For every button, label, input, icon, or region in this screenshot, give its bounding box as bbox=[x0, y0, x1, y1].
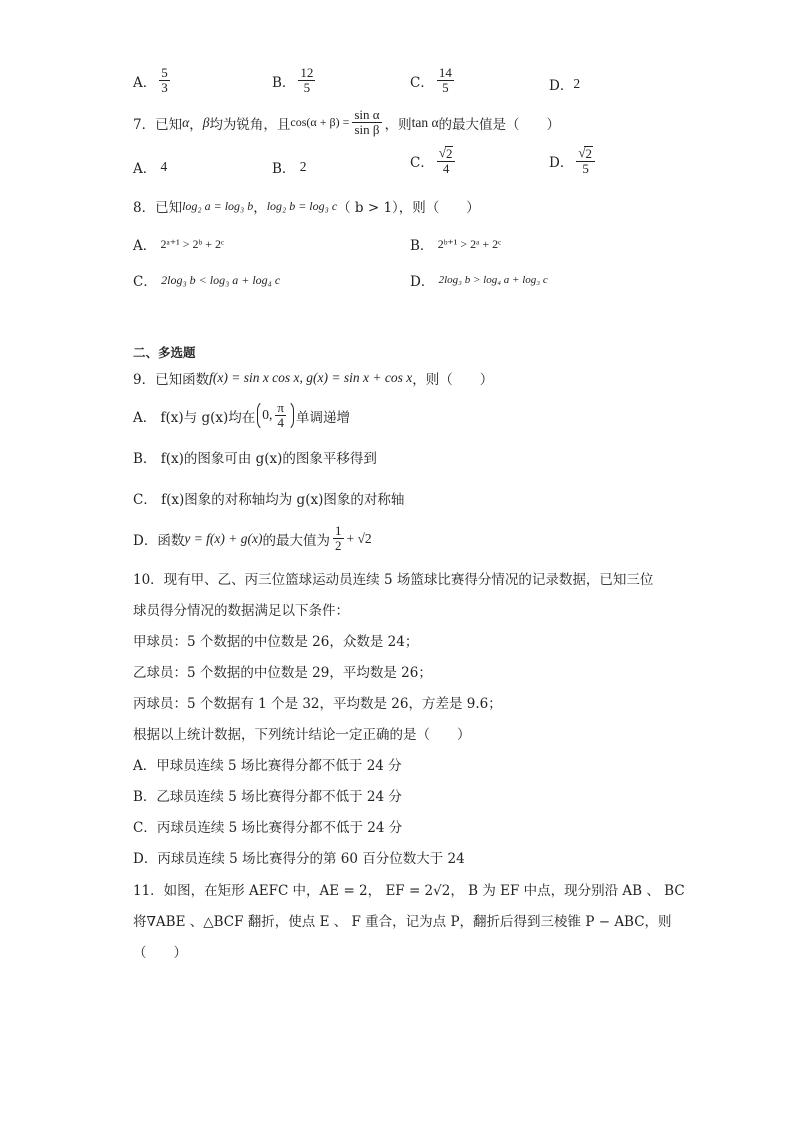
q10-stem-line2: 球员得分情况的数据满足以下条件： bbox=[133, 603, 349, 619]
q10-option-b: B．乙球员连续 5 场比赛得分都不低于 24 分 bbox=[133, 789, 402, 805]
q8-stem: 8．已知 log₂ a = log₃ b ， log₂ b = log₃ c （ b > 1），则（ ） bbox=[133, 198, 480, 216]
q7-option-b: B． 2 bbox=[272, 159, 307, 177]
q6-option-c: C． $\frac{14}{5}$ bbox=[410, 65, 452, 95]
q9-option-c: C． f(x)图象的对称轴均为 g(x)图象的对称轴 bbox=[133, 492, 405, 508]
q11-stem-line3: （ ） bbox=[133, 945, 187, 961]
q9-option-d: D．函数 y = f(x) + g(x) 的最大值为 $\frac{1}{2}$ + √2 bbox=[133, 523, 372, 553]
q8-option-b: B． 2ᵇ⁺¹ > 2ᵃ + 2ᶜ bbox=[410, 236, 502, 254]
q7-option-c: C． √ 2 4 bbox=[410, 146, 458, 176]
q6-option-b: B． $\frac{12}{5}$ bbox=[272, 65, 314, 95]
q9-option-b: B． f(x)的图象可由 g(x)的图象平移得到 bbox=[133, 451, 377, 467]
q10-option-c: C．丙球员连续 5 场比赛得分都不低于 24 分 bbox=[133, 820, 403, 836]
q10-player-jia: 甲球员：5 个数据的中位数是 26，众数是 24； bbox=[133, 634, 419, 650]
q8-option-c: C． 2log₃ b < log₃ a + log₄ c bbox=[133, 272, 281, 290]
q10-option-d: D．丙球员连续 5 场比赛得分的第 60 百分位数大于 24 bbox=[133, 851, 465, 867]
q7-stem: 7．已知 α ， β 均为锐角，且 cos(α + β) = $\frac{\text{sin α}}{\text{sin β}}$ ，则 tan α 的最大值是（ ） bbox=[133, 107, 561, 137]
q7-option-d: D． √ 2 5 bbox=[549, 146, 598, 176]
q11-stem-line1: 11．如图，在矩形 AEFC 中，AE = 2， EF = 2√2， B 为 EF 中点，现分别沿 AB 、 BC bbox=[133, 883, 685, 899]
q8-option-d: D． 2log₃ b > log₄ a + log₃ c bbox=[410, 274, 548, 290]
q6-option-a: A． $\frac{5}{3}$ bbox=[133, 65, 168, 95]
q10-player-yi: 乙球员：5 个数据的中位数是 29，平均数是 26； bbox=[133, 665, 432, 681]
q10-stem-line1: 10．现有甲、乙、丙三位篮球运动员连续 5 场篮球比赛得分情况的记录数据，已知三位 bbox=[133, 572, 654, 588]
q10-player-bing: 丙球员：5 个数据有 1 个是 32，平均数是 26，方差是 9.6； bbox=[133, 696, 502, 712]
q10-option-a: A．甲球员连续 5 场比赛得分都不低于 24 分 bbox=[133, 758, 402, 774]
q11-stem-line2: 将∇ABE 、△BCF 翻折，使点 E 、 F 重合，记为点 P，翻折后得到三棱锥 P − ABC，则 bbox=[133, 914, 672, 930]
q8-option-a: A． 2ᵃ⁺¹ > 2ᵇ + 2ᶜ bbox=[133, 236, 225, 254]
q7-option-a: A． 4 bbox=[133, 159, 168, 177]
q9-option-a: A． f(x)与 g(x)均在 0, $\frac{\pi}{4}$ 单调递增 bbox=[133, 400, 350, 430]
section-heading-multi-choice: 二、多选题 bbox=[133, 345, 196, 360]
q9-stem: 9．已知函数 f(x) = sin x cos x, g(x) = sin x + cos x ，则（ ） bbox=[133, 370, 494, 388]
q6-option-d: D． 2 bbox=[549, 76, 581, 94]
q10-question: 根据以上统计数据，下列统计结论一定正确的是（ ） bbox=[133, 727, 471, 743]
